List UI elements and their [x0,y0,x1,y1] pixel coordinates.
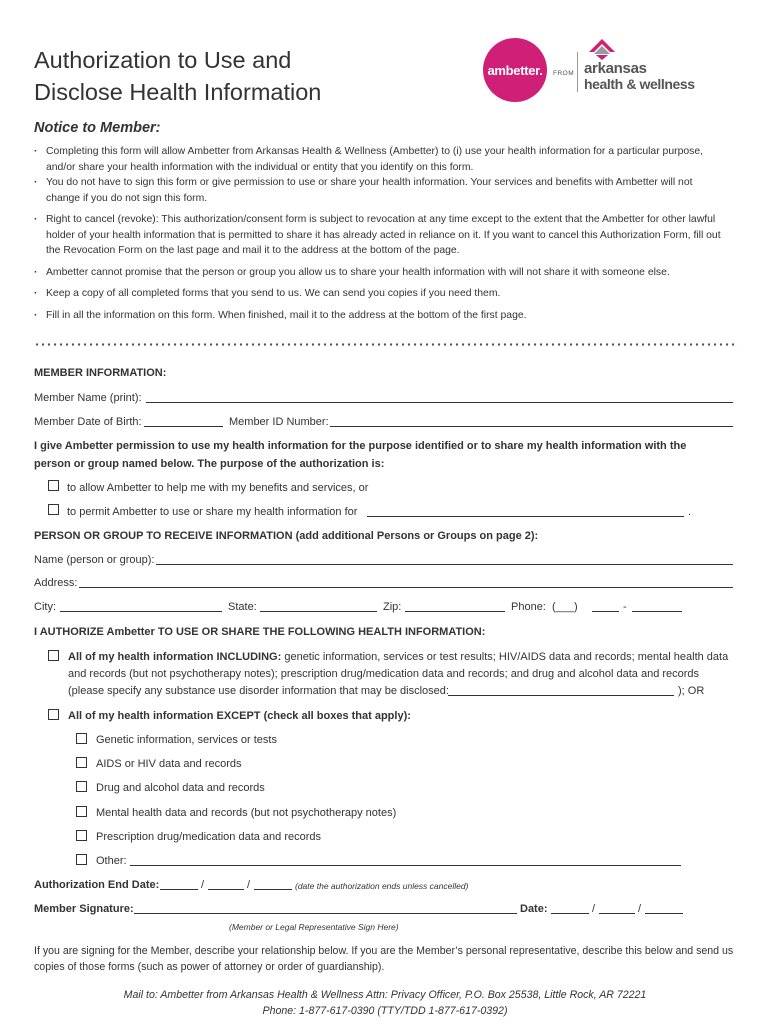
include-all-end [678,685,704,697]
ambetter-logo [483,38,547,102]
member-signature-label: Member Signature: [34,903,134,915]
except-checkbox[interactable] [48,709,59,720]
recipient-name-field[interactable] [156,564,733,565]
signature-date-slash: / [592,903,596,915]
notice-bullet: · You do not have to sign this form or give permission to use or share your health information. Your services and benefits with Ambetter will not change if you do not sign this form. [34,175,724,206]
signature-note: (Member or Legal Representative Sign Here) [229,922,399,932]
contact-phone: Phone: 1-877-617-0390 (TTY/TDD 1-877-617-0392) [262,1005,508,1017]
purpose-benefits-checkbox[interactable] [48,480,59,491]
end-date-slash: / [247,879,251,891]
logo-health-wellness-text: health & wellness [584,76,695,92]
member-id-label: Member ID Number: [229,416,329,428]
permission-statement-line1: I give Ambetter permission to use my health information for the purpose identified or to share my health information with the [34,440,687,452]
end-date-year-field[interactable] [254,889,292,890]
except-hiv-checkbox[interactable] [76,757,87,768]
recipient-phone-label: Phone: [511,601,546,613]
form-title-line2: Disclose Health Information [34,79,322,105]
include-all-line1 [68,651,728,663]
member-id-field[interactable] [330,426,733,427]
logo-from-text: FROM [553,70,575,77]
member-name-label: Member Name (print): [34,392,142,404]
recipient-phone-area-code[interactable]: (___) [552,601,578,613]
except-label: All of my health information EXCEPT (check all boxes that apply): [68,710,411,722]
recipient-state-field[interactable] [260,611,377,612]
substance-use-field[interactable] [448,695,674,696]
except-drug-alcohol-label: Drug and alcohol data and records [96,782,265,794]
logo-arkansas-text: arkansas [584,60,647,77]
notice-bullet: · Keep a copy of all completed forms that you send to us. We can send you copies if you need them. [34,286,724,302]
signature-date-day-field[interactable] [599,913,635,914]
except-hiv-label: AIDS or HIV data and records [96,758,242,770]
mail-to-address: Mail to: Ambetter from Arkansas Health & Wellness Attn: Privacy Officer, P.O. Box 25538, Little Rock, AR 72221 [123,989,647,1001]
except-genetic-label: Genetic information, services or tests [96,734,277,746]
include-all-line2: and records (but not psychotherapy notes); prescription drug/medication data and records; and drug and alcohol data and records [68,668,700,680]
purpose-benefits-label: to allow Ambetter to help me with my benefits and services, or [67,482,369,494]
except-other-field[interactable] [130,865,681,866]
recipient-city-field[interactable] [60,611,222,612]
include-all-line3: (please specify any substance use disorder information that may be disclosed: [68,685,449,697]
form-title [34,44,321,108]
end-date-slash: / [201,879,205,891]
dotted-divider [34,343,738,346]
member-info-heading: MEMBER INFORMATION: [34,367,167,379]
except-other-label: Other: [96,855,127,867]
recipient-phone-dash: - [623,601,627,613]
include-all-bold-label: All of my health information INCLUDING: [68,651,282,663]
member-signature-field[interactable] [134,913,517,914]
authorize-heading: I AUTHORIZE Ambetter TO USE OR SHARE THE FOLLOWING HEALTH INFORMATION: [34,626,486,638]
member-dob-label: Member Date of Birth: [34,416,142,428]
recipient-heading: PERSON OR GROUP TO RECEIVE INFORMATION (add additional Persons or Groups on page 2): [34,530,539,542]
include-all-end-text: ); OR [678,685,705,697]
member-name-field[interactable] [146,402,733,403]
logo-divider [577,52,578,92]
notice-bullet: · Right to cancel (revoke): This authorization/consent form is subject to revocation at any time except to the extent that the Ambetter for other lawful holder of your health information that is permitted to share it has already acted in reliance on it. If you want to cancel this Authorization Form, fill out the Revocation Form on the last page and mail it to the address at the bottom of the page. [34,212,724,259]
ambetter-logo-text: ambetter. [487,62,543,78]
end-date-month-field[interactable] [160,889,198,890]
end-date-day-field[interactable] [208,889,244,890]
recipient-zip-label: Zip: [383,601,402,613]
except-other-checkbox[interactable] [76,854,87,865]
form-title-line1: Authorization to Use and [34,47,292,73]
recipient-address-field[interactable] [79,587,733,588]
except-prescription-checkbox[interactable] [76,830,87,841]
member-dob-field[interactable] [144,426,223,427]
include-all-text: genetic information, services or test results; HIV/AIDS data and records; mental health data [281,651,729,663]
signature-date-label: Date: [520,903,548,915]
purpose-other-label: to permit Ambetter to use or share my health information for [67,506,358,518]
recipient-zip-field[interactable] [405,611,505,612]
purpose-other-field[interactable] [367,516,684,517]
purpose-other-checkbox[interactable] [48,504,59,515]
signature-date-slash: / [638,903,642,915]
signature-date-year-field[interactable] [645,913,683,914]
except-mental-health-label: Mental health data and records (but not psychotherapy notes) [96,807,397,819]
recipient-phone-line-field[interactable] [632,611,682,612]
recipient-city-label: City: [34,601,56,613]
notice-bullet: · Completing this form will allow Ambetter from Arkansas Health & Wellness (Ambetter) to (i) use your health information for a particular purpose, and/or share your health information with the individual or entity that you identify on this form. [34,144,724,175]
end-date-label: Authorization End Date: [34,879,160,891]
include-all-checkbox[interactable] [48,650,59,661]
notice-bullet-list [34,144,724,323]
notice-bullet: · Fill in all the information on this form. When finished, mail it to the address at the bottom of the first page. [34,308,724,324]
purpose-period: . [688,506,692,518]
permission-statement-line2: person or group named below. The purpose of the authorization is: [34,458,385,470]
signature-date-month-field[interactable] [551,913,589,914]
notice-bullet: · Ambetter cannot promise that the person or group you allow us to share your health information with will not share it with someone else. [34,265,724,281]
recipient-address-label: Address: [34,577,78,589]
end-date-note: (date the authorization ends unless cancelled) [295,881,469,891]
except-prescription-label: Prescription drug/medication data and records [96,831,322,843]
except-drug-alcohol-checkbox[interactable] [76,781,87,792]
except-mental-health-checkbox[interactable] [76,806,87,817]
recipient-name-label: Name (person or group): [34,554,155,566]
except-genetic-checkbox[interactable] [76,733,87,744]
relationship-instructions: If you are signing for the Member, describe your relationship below. If you are the Member’s personal representative, describe this below and send us copies of those forms (such as power of attorney or order of guardianship). [34,945,734,973]
notice-heading: Notice to Member: [34,120,161,136]
recipient-phone-prefix-field[interactable] [592,611,619,612]
recipient-state-label: State: [228,601,257,613]
